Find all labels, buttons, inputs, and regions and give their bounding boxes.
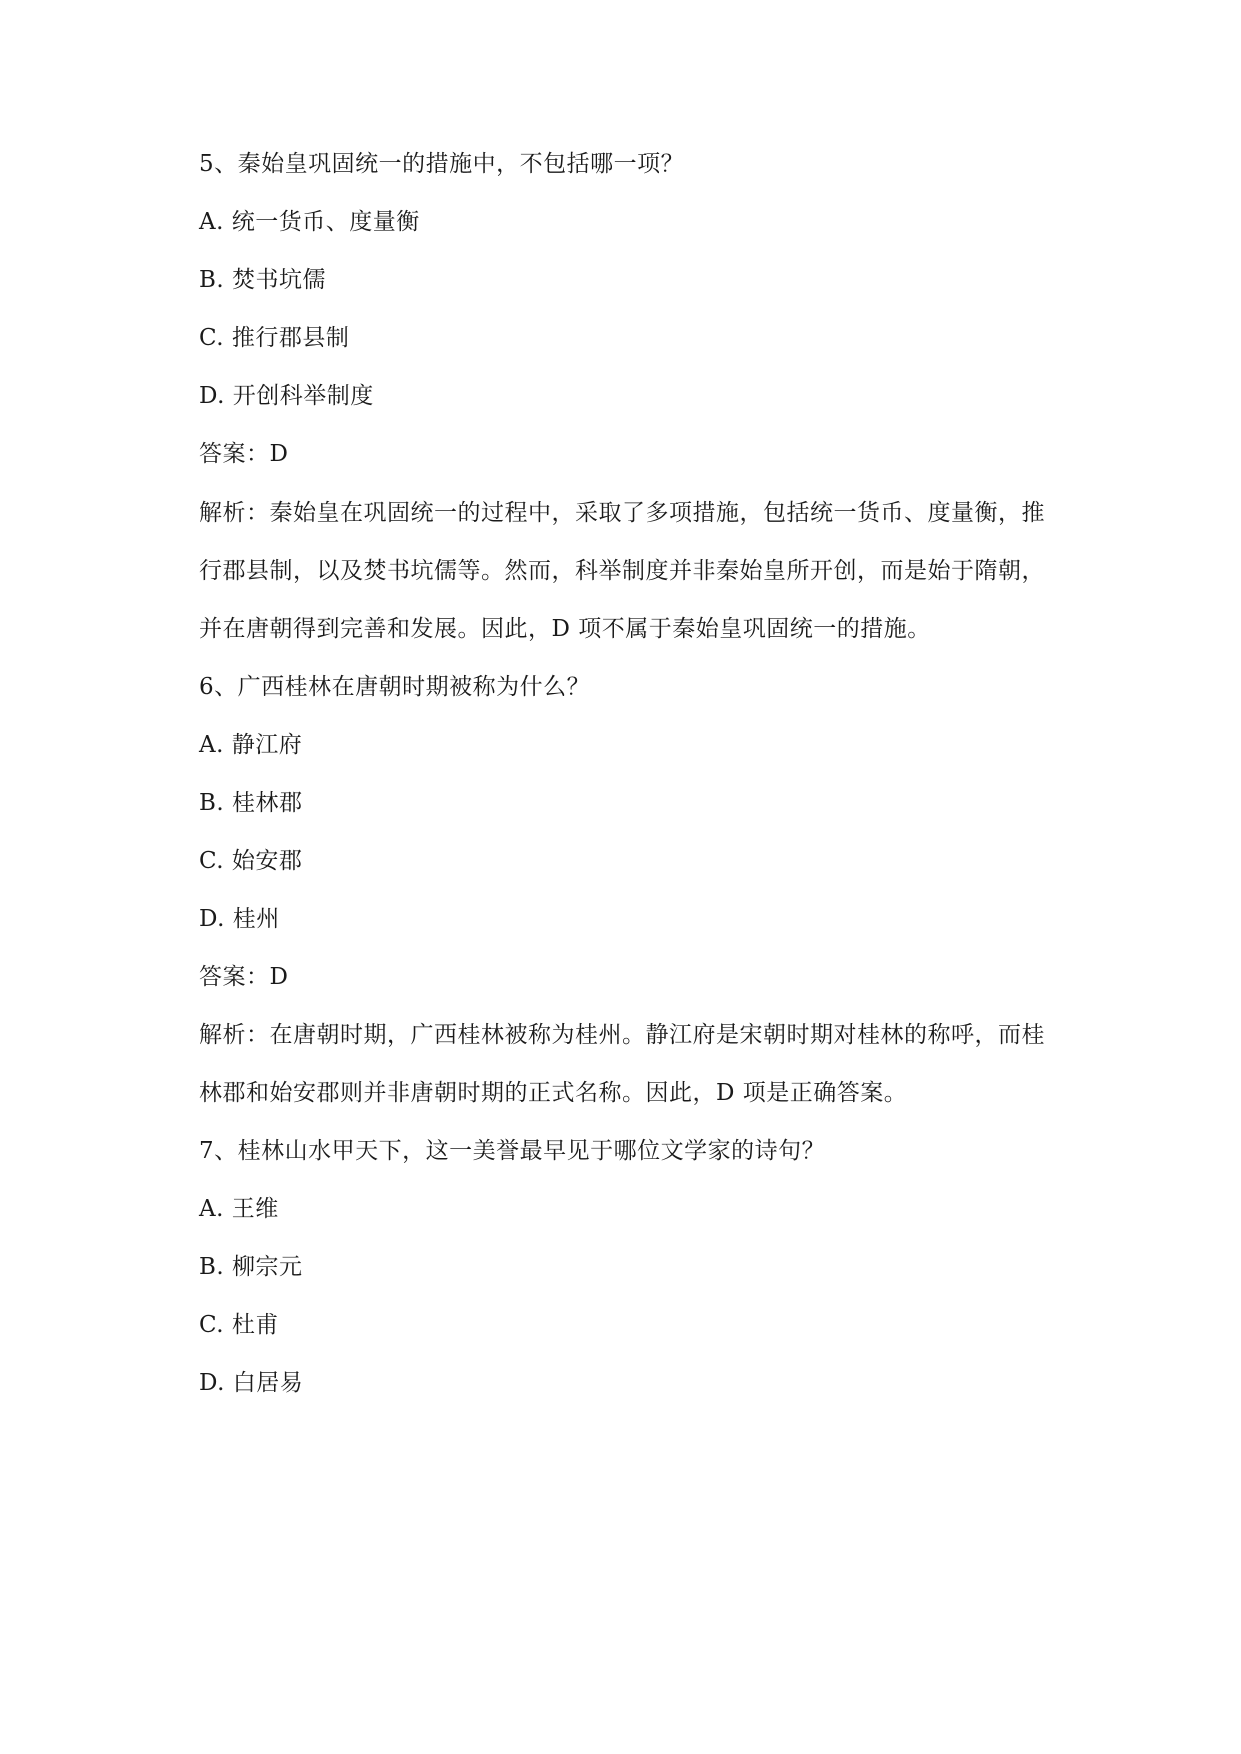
question-7-option-d: D. 白居易: [199, 1370, 304, 1396]
question-5-analysis-line-1: 解析：秦始皇在巩固统一的过程中，采取了多项措施，包括统一货币、度量衡，推: [199, 500, 1045, 526]
question-6-option-a: A. 静江府: [199, 732, 303, 758]
question-6-text: 6、广西桂林在唐朝时期被称为什么？: [199, 674, 591, 700]
question-6-analysis-line-2: 林郡和始安郡则并非唐朝时期的正式名称。因此，D 项是正确答案。: [199, 1080, 908, 1106]
question-5-analysis-line-2: 行郡县制，以及焚书坑儒等。然而，科举制度并非秦始皇所开创，而是始于隋朝，: [199, 558, 1045, 584]
question-6-option-d: D. 桂州: [199, 906, 280, 932]
question-6-analysis-line-1: 解析：在唐朝时期，广西桂林被称为桂州。静江府是宋朝时期对桂林的称呼，而桂: [199, 1022, 1045, 1048]
question-7-option-b: B. 柳宗元: [199, 1254, 303, 1280]
question-5-option-c: C. 推行郡县制: [199, 325, 350, 351]
question-7-option-c: C. 杜甫: [199, 1312, 279, 1338]
question-7-text: 7、桂林山水甲天下，这一美誉最早见于哪位文学家的诗句？: [199, 1138, 826, 1164]
question-5-option-a: A. 统一货币、度量衡: [199, 209, 420, 235]
question-5-analysis-line-3: 并在唐朝得到完善和发展。因此，D 项不属于秦始皇巩固统一的措施。: [199, 616, 931, 642]
question-6-answer: 答案：D: [199, 964, 289, 990]
question-5-option-b: B. 焚书坑儒: [199, 267, 327, 293]
question-7-option-a: A. 王维: [199, 1196, 279, 1222]
question-6-option-b: B. 桂林郡: [199, 790, 303, 816]
question-5-text: 5、秦始皇巩固统一的措施中，不包括哪一项？: [199, 151, 685, 177]
question-6-option-c: C. 始安郡: [199, 848, 303, 874]
question-5-answer: 答案：D: [199, 441, 289, 467]
question-5-option-d: D. 开创科举制度: [199, 383, 374, 409]
